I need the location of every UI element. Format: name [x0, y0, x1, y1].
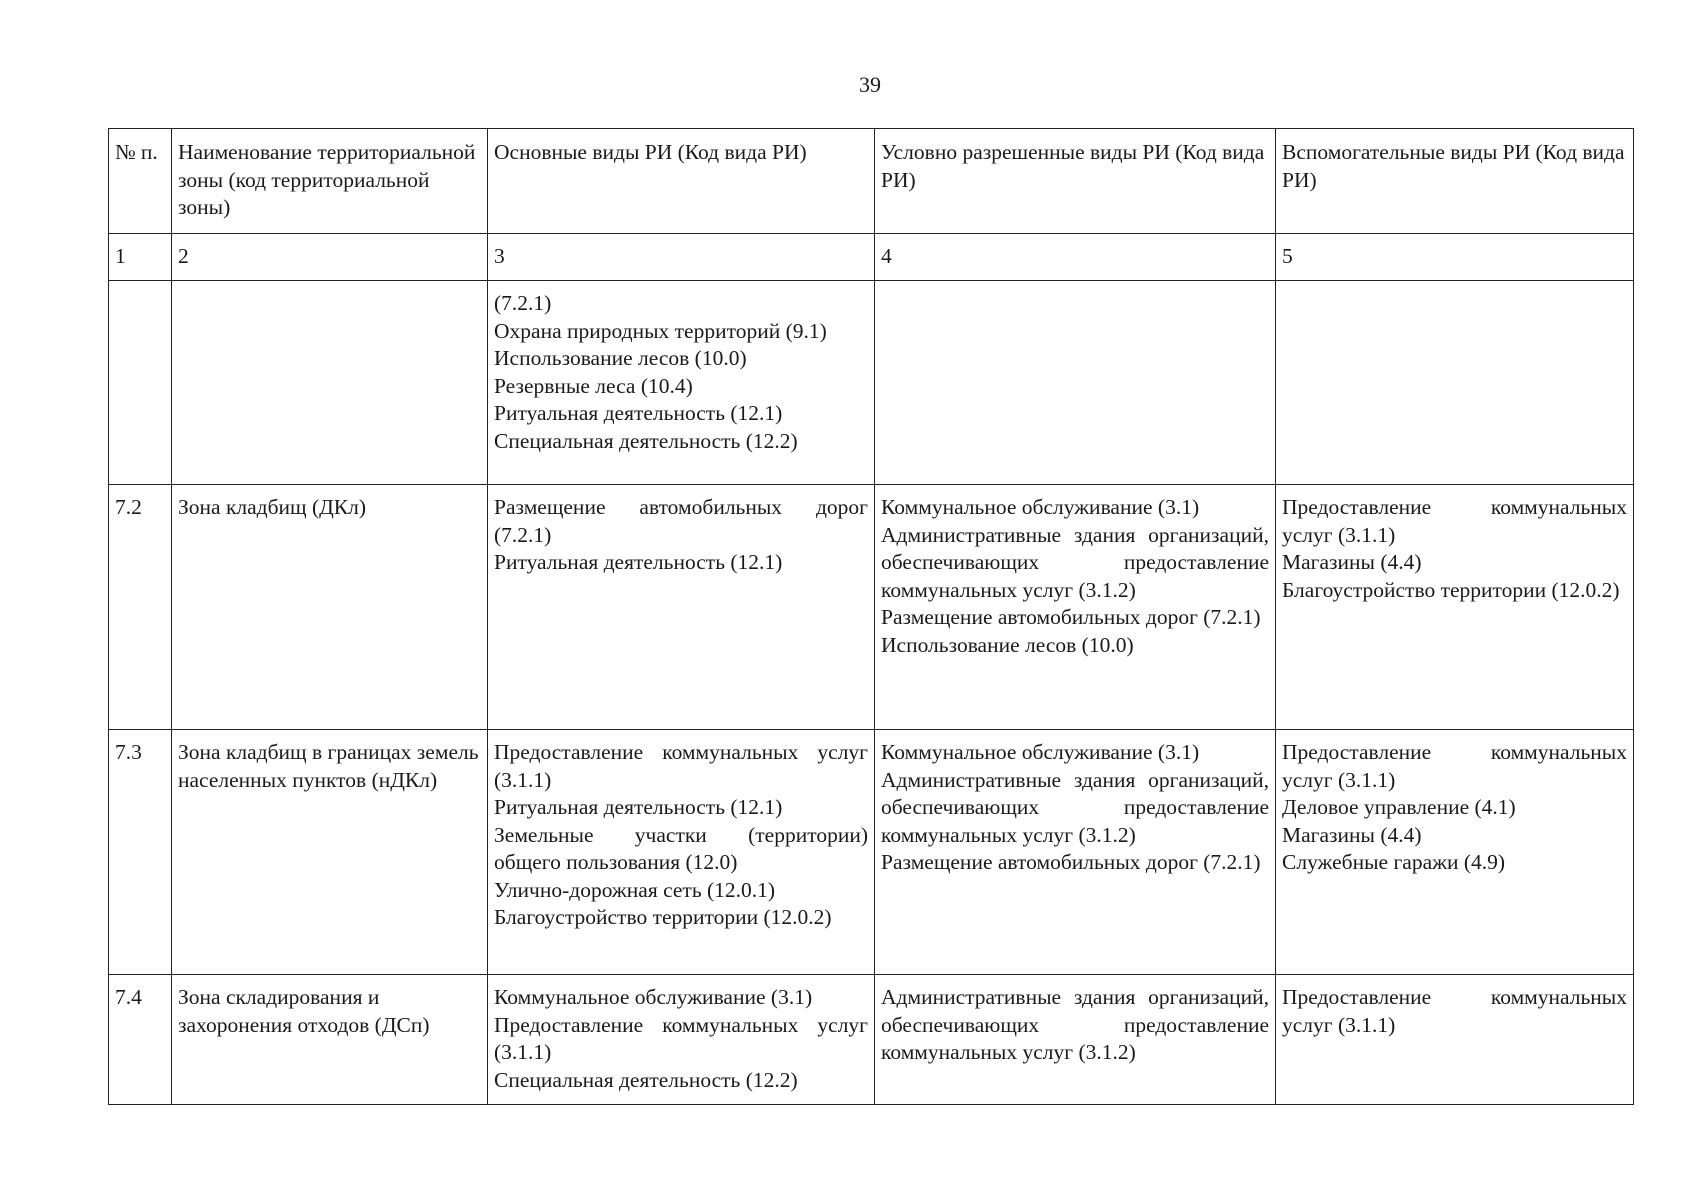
conditional-uses-cell: [875, 730, 1276, 975]
row-number: 7.2: [109, 485, 172, 730]
list-item: Специальная деятельность (12.2): [494, 1067, 798, 1092]
main-uses-cell: [488, 975, 875, 1105]
list-item: Предоставление коммунальных услуг (3.1.1): [494, 740, 868, 792]
table-header-row: [109, 129, 1634, 234]
list-item: Административные здания организаций, обеспечивающих предоставление коммунальных услуг (3.1.2): [881, 767, 1269, 847]
header-auxiliary-uses: Вспомогательные виды РИ (Код вида РИ): [1276, 129, 1634, 234]
table-row: [109, 281, 1634, 485]
header-zone-name: Наименование территориальной зоны (код территориальной зоны): [172, 129, 488, 234]
list-item: Предоставление коммунальных услуг (3.1.1): [494, 1012, 868, 1064]
main-uses-cell: [488, 485, 875, 730]
auxiliary-uses-cell: [1276, 281, 1634, 485]
conditional-uses-cell: [875, 281, 1276, 485]
list-item: Магазины (4.4): [1282, 550, 1422, 574]
list-item: Служебные гаражи (4.9): [1282, 850, 1506, 874]
list-item: Коммунальное обслуживание (3.1): [494, 985, 813, 1009]
auxiliary-uses-cell: [1276, 485, 1634, 730]
list-item: Размещение автомобильных дорог (7.2.1): [881, 605, 1261, 629]
zoning-table: [108, 128, 1634, 1105]
list-item: Улично-дорожная сеть (12.0.1): [494, 877, 776, 902]
main-uses-cell: [488, 730, 875, 975]
zone-name: Зона складирования и захоронения отходов (ДСп): [172, 975, 488, 1105]
list-item: Деловое управление (4.1): [1282, 795, 1516, 819]
header-number: № п.: [109, 129, 172, 234]
list-item: Ритуальная деятельность (12.1): [494, 550, 783, 574]
row-number: 7.3: [109, 730, 172, 975]
list-item: (7.2.1): [494, 291, 552, 315]
main-uses-cell: [488, 281, 875, 485]
row-number: [109, 281, 172, 485]
list-item: Административные здания организаций, обеспечивающих предоставление коммунальных услуг (3.1.2): [881, 522, 1269, 602]
column-number: 3: [488, 233, 875, 281]
list-item: Магазины (4.4): [1282, 822, 1422, 847]
conditional-uses-cell: [875, 485, 1276, 730]
auxiliary-uses-cell: [1276, 975, 1634, 1105]
list-item: Ритуальная деятельность (12.1): [494, 795, 783, 819]
table-row: [109, 730, 1634, 975]
list-item: Благоустройство территории (12.0.2): [494, 905, 832, 929]
list-item: Предоставление коммунальных услуг (3.1.1): [1282, 495, 1627, 547]
list-item: Благоустройство территории (12.0.2): [1282, 577, 1620, 602]
column-number: 4: [875, 233, 1276, 281]
column-number: 2: [172, 233, 488, 281]
list-item: Административные здания организаций, обеспечивающих предоставление коммунальных услуг (3.1.2): [881, 985, 1269, 1064]
auxiliary-uses-cell: [1276, 730, 1634, 975]
column-number: 5: [1276, 233, 1634, 281]
row-number: 7.4: [109, 975, 172, 1105]
header-main-uses: Основные виды РИ (Код вида РИ): [488, 129, 875, 234]
list-item: Предоставление коммунальных услуг (3.1.1): [1282, 740, 1627, 792]
table-row: [109, 485, 1634, 730]
list-item: Коммунальное обслуживание (3.1): [881, 740, 1200, 764]
list-item: Коммунальное обслуживание (3.1): [881, 495, 1200, 519]
list-item: Размещение автомобильных дорог (7.2.1): [494, 495, 868, 547]
list-item: Использование лесов (10.0): [881, 632, 1134, 657]
list-item: Специальная деятельность (12.2): [494, 428, 798, 453]
list-item: Предоставление коммунальных услуг (3.1.1): [1282, 985, 1627, 1037]
zone-name: Зона кладбищ (ДКл): [172, 485, 488, 730]
table-row: [109, 975, 1634, 1105]
zone-name: [172, 281, 488, 485]
header-conditional-uses: Условно разрешенные виды РИ (Код вида РИ): [875, 129, 1276, 234]
conditional-uses-cell: [875, 975, 1276, 1105]
column-number-row: [109, 233, 1634, 281]
page-number: 39: [859, 72, 881, 97]
list-item: Резервные леса (10.4): [494, 373, 693, 398]
list-item: Использование лесов (10.0): [494, 346, 747, 370]
zone-name: Зона кладбищ в границах земель населенных пунктов (нДКл): [172, 730, 488, 975]
list-item: Размещение автомобильных дорог (7.2.1): [881, 850, 1261, 874]
list-item: Земельные участки (территории) общего пользования (12.0): [494, 822, 868, 874]
column-number: 1: [109, 233, 172, 281]
list-item: Ритуальная деятельность (12.1): [494, 401, 783, 425]
list-item: Охрана природных территорий (9.1): [494, 318, 827, 343]
